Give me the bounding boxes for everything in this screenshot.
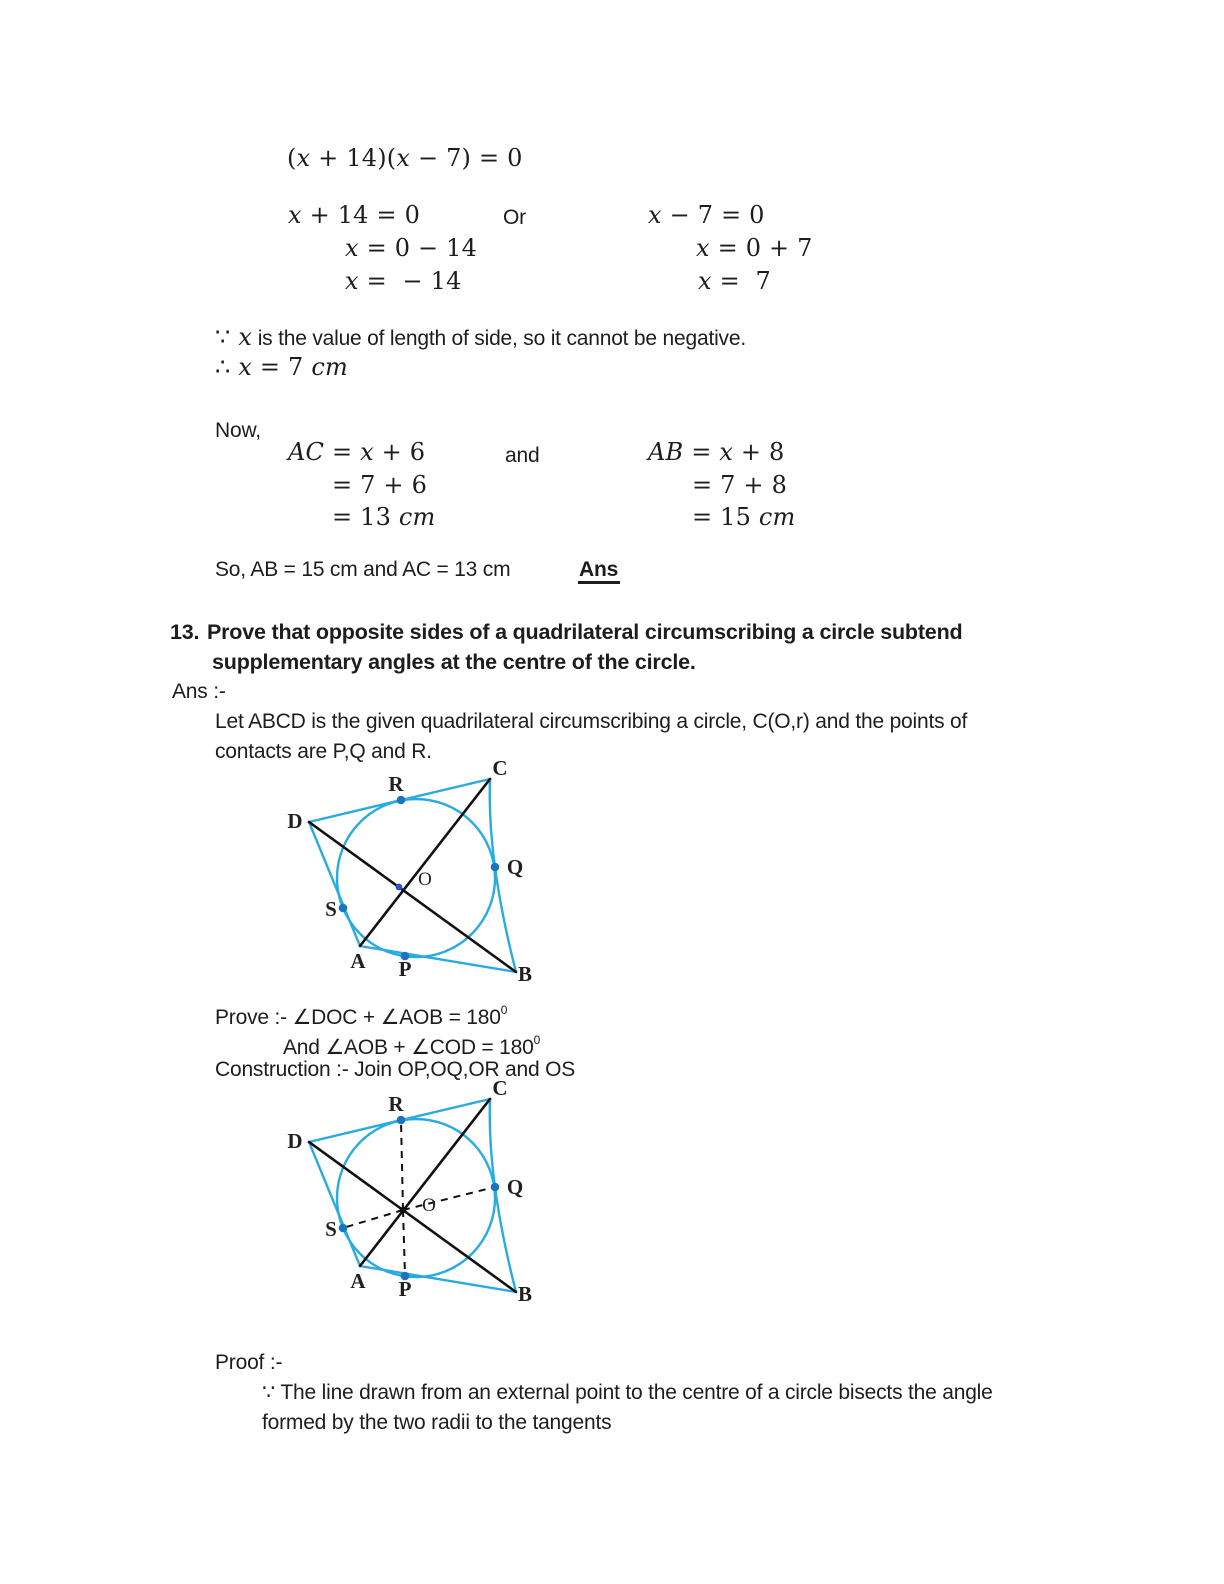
ac-line-1: AC = x + 6	[288, 438, 426, 466]
vertex-label-b: B	[517, 962, 533, 986]
centre-o-dot	[400, 1207, 406, 1213]
proof-heading: Proof :-	[215, 1351, 283, 1374]
radius-op-dashed	[403, 1210, 405, 1276]
contact-label-r: R	[388, 772, 404, 796]
question-number: 13.	[170, 620, 200, 644]
contact-point-s-dot	[339, 904, 348, 913]
or-label: Or	[503, 206, 526, 229]
because-statement: ∵ x is the value of length of side, so it cannot be negative.	[215, 323, 746, 351]
prove-line-1-superscript: 0	[500, 1003, 508, 1017]
contact-label-p: P	[398, 957, 412, 981]
ac-line-3: = 13 cm	[332, 503, 436, 531]
case-left-line-1: x + 14 = 0	[288, 201, 421, 229]
prove-line-2-text: And ∠AOB + ∠COD = 180	[283, 1036, 534, 1059]
ans-underlined-text: Ans	[578, 558, 620, 584]
equation-factored: (x + 14)(x − 7) = 0	[287, 144, 523, 172]
contact-label-q: Q	[506, 1175, 524, 1199]
vertex-label-d: D	[287, 1129, 303, 1153]
contact-label-r: R	[388, 1092, 404, 1116]
contact-label-q: Q	[506, 855, 524, 879]
intro-line-1: Let ABCD is the given quadrilateral circumscribing a circle, C(O,r) and the points of	[215, 710, 968, 733]
contact-point-q-dot	[491, 863, 500, 872]
contact-point-r-dot	[397, 1116, 406, 1125]
ans-heading: Ans :-	[172, 680, 226, 703]
vertex-label-c: C	[492, 1076, 508, 1100]
circle-quadrilateral-diagram-1	[282, 756, 544, 990]
ab-line-1: AB = x + 8	[648, 438, 785, 466]
now-label: Now,	[215, 419, 261, 442]
incircle	[337, 1119, 495, 1277]
case-left-line-3: x = − 14	[345, 267, 462, 295]
ab-line-3: = 15 cm	[692, 503, 796, 531]
and-label: and	[505, 444, 540, 467]
vertex-label-d: D	[287, 809, 303, 833]
contact-point-s-dot	[339, 1224, 348, 1233]
radius-or-dashed	[401, 1120, 403, 1210]
centre-label-o: O	[422, 1195, 436, 1216]
vertex-label-b: B	[517, 1282, 533, 1306]
therefore-statement: ∴ x = 7 cm	[215, 353, 348, 381]
case-right-line-3: x = 7	[698, 267, 772, 295]
intro-line-2: contacts are P,Q and R.	[215, 740, 432, 763]
contact-label-p: P	[398, 1277, 412, 1301]
proof-line-1: ∵ The line drawn from an external point to the centre of a circle bisects the angle	[262, 1381, 993, 1404]
centre-label-o: O	[418, 869, 432, 890]
construction-line: Construction :- Join OP,OQ,OR and OS	[215, 1058, 576, 1081]
question-title-line-2: supplementary angles at the centre of the circle.	[212, 650, 696, 674]
prove-line-2-superscript: 0	[533, 1033, 541, 1047]
ab-line-2: = 7 + 8	[692, 471, 788, 499]
contact-label-s: S	[325, 897, 337, 921]
contact-point-r-dot	[397, 796, 406, 805]
case-right-line-2: x = 0 + 7	[696, 234, 813, 262]
vertex-label-a: A	[350, 1269, 366, 1293]
radius-oq-dashed	[403, 1187, 495, 1210]
case-right-line-1: x − 7 = 0	[648, 201, 765, 229]
quadrilateral-sides-cda-ab	[309, 779, 516, 972]
ac-line-2: = 7 + 6	[332, 471, 428, 499]
contact-label-s: S	[325, 1217, 337, 1241]
circle-quadrilateral-diagram-2	[282, 1076, 544, 1310]
ans-label	[578, 555, 620, 585]
radius-os-dashed	[343, 1210, 403, 1228]
quadrilateral-sides-cda-ab	[309, 1099, 516, 1292]
prove-line-1-text: Prove :- ∠DOC + ∠AOB = 180	[215, 1006, 501, 1029]
conclusion-line: So, AB = 15 cm and AC = 13 cm	[215, 558, 511, 581]
contact-point-q-dot	[491, 1183, 500, 1192]
proof-line-2: formed by the two radii to the tangents	[262, 1411, 612, 1434]
question-title-line-1: Prove that opposite sides of a quadrilateral circumscribing a circle subtend	[207, 620, 963, 644]
incircle	[337, 799, 495, 957]
case-left-line-2: x = 0 − 14	[345, 234, 478, 262]
vertex-label-a: A	[350, 949, 366, 973]
centre-o-dot	[396, 884, 403, 891]
vertex-label-c: C	[492, 756, 508, 780]
